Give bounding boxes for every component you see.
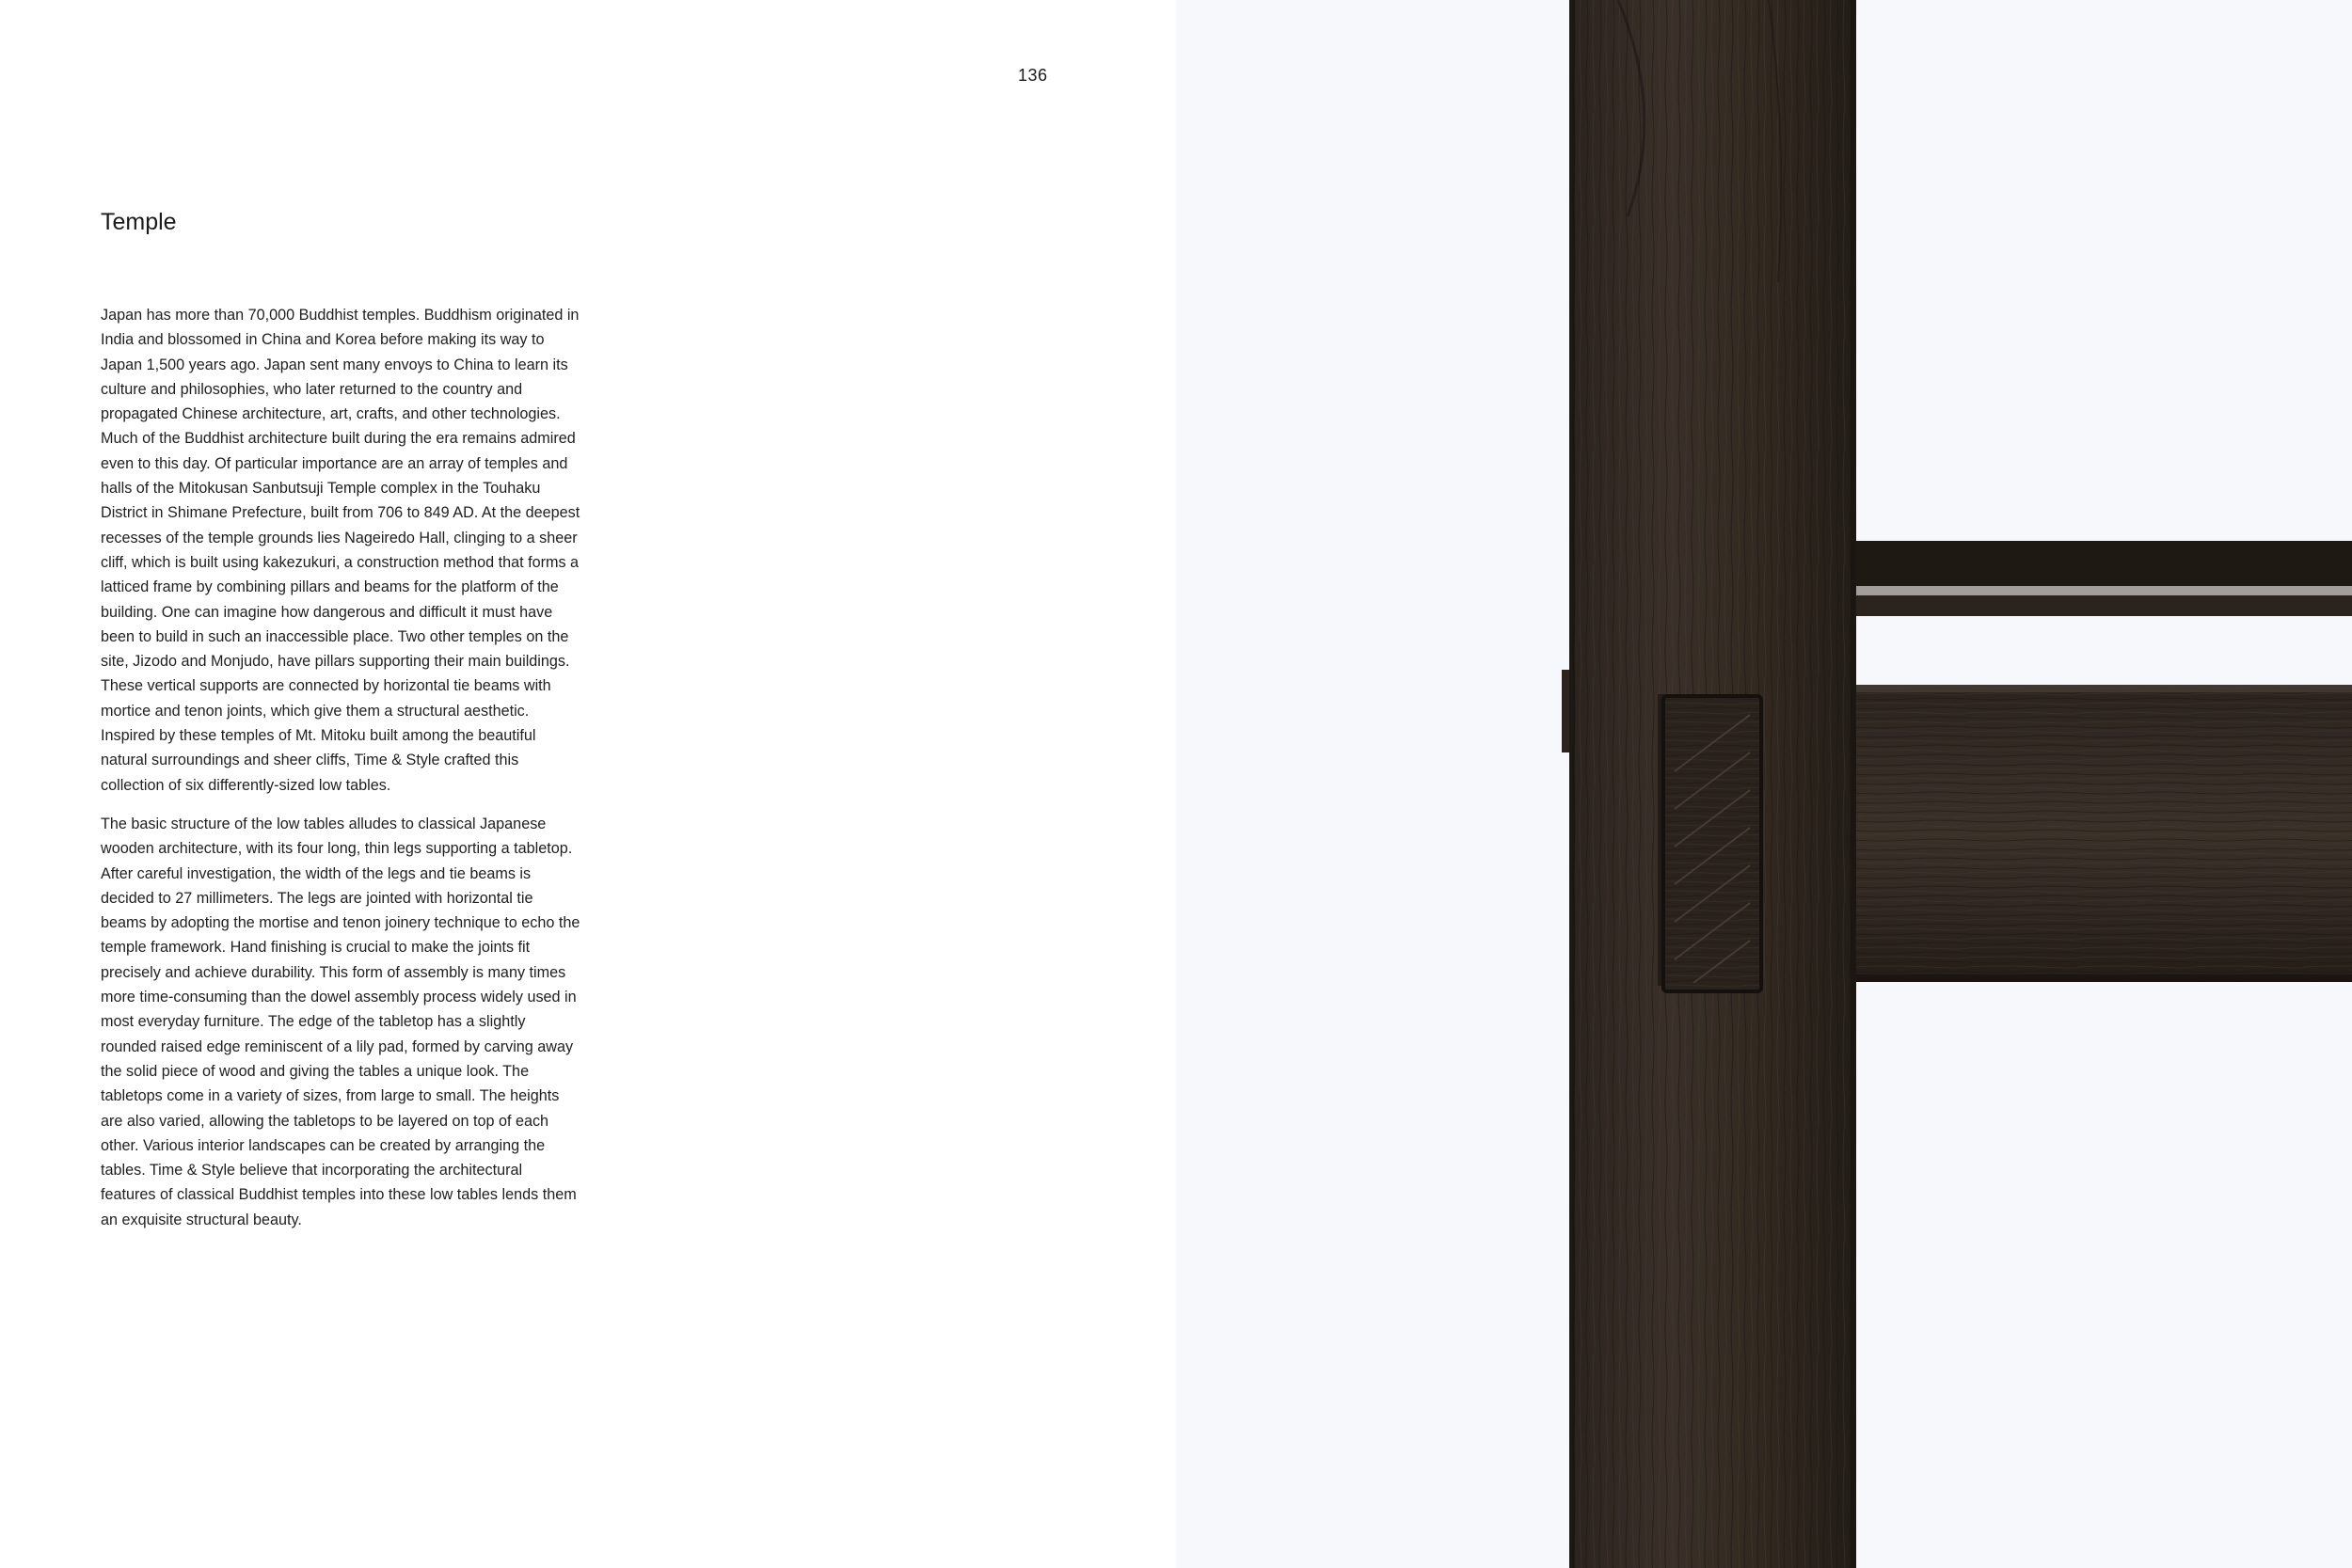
paragraph-2: The basic structure of the low tables alludes to classical Japanese wooden architecture, with its four long, thin legs supporting a tabletop. After careful investigation, the width of the legs and tie beams is decided to 27 millimeters. The legs are jointed with horizontal tie beams by adopting the mortise and tenon joinery technique to echo the temple framework. Hand finishing is crucial to make the joints fit precisely and achieve durability. This form of assembly is many times more time-consuming than the dowel assembly process widely used in most everyday furniture. The edge of the tabletop has a slightly rounded raised edge reminiscent of a lily pad, formed by carving away the solid piece of wood and giving the tables a unique look. The tabletops come in a variety of sizes, from large to small. The heights are also varied, allowing the tabletops to be layered on top of each other. Various interior landscapes can be created by arranging the tables. Time & Style believe that incorporating the architectural features of classical Buddhist temples into these low tables lends them an exquisite structural beauty. <box>101 815 580 1228</box>
section-title: Temple <box>101 209 177 235</box>
paragraph-1: Japan has more than 70,000 Buddhist temples. Buddhism originated in India and blossomed in China and Korea before making its way to Japan 1,500 years ago. Japan sent many envoys to China to learn its culture and philosophies, who later returned to the country and propagated Chinese architecture, art, crafts, and other technologies. Much of the Buddhist architecture built during the era remains admired even to this day. Of particular importance are an array of temples and halls of the Mitokusan Sanbutsuji Temple complex in the Touhaku District in Shimane Prefecture, built from 706 to 849 AD. At the deepest recesses of the temple grounds lies Nageiredo Hall, clinging to a sheer cliff, which is built using kakezukuri, a construction method that forms a latticed frame by combining pillars and beams for the platform of the building. One can imagine how dangerous and difficult it must have been to build in such an inaccessible place. Two other temples on the site, Jizodo and Monjudo, have pillars supporting their main buildings. These vertical supports are connected by horizontal tie beams with mortice and tenon joints, which give them a structural aesthetic. Inspired by these temples of Mt. Mitoku built among the beautiful natural surroundings and sheer cliffs, Time & Style crafted this collection of six differently-sized low tables. <box>101 307 580 794</box>
table-leg-photo <box>1176 0 2352 1568</box>
body-text <box>101 303 580 1246</box>
upper-rail <box>1853 541 2352 616</box>
page-number-left: 136 <box>1018 66 1048 85</box>
tenon-end <box>1658 694 1761 991</box>
right-page <box>1176 0 2352 1568</box>
tie-beam <box>1853 685 2352 982</box>
